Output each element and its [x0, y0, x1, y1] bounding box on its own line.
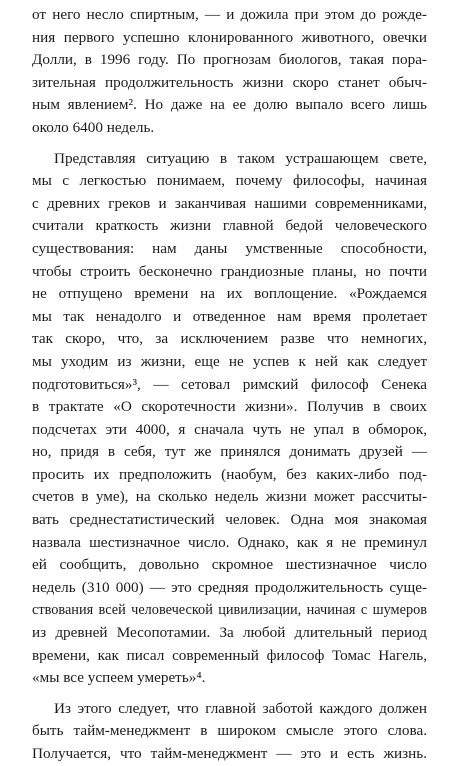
text-line: зительная продолжительность жизни скоро станет обыч-	[32, 73, 427, 91]
text-line: мы с легкостью понимаем, почему философы, начиная	[32, 172, 427, 190]
book-page	[32, 4, 427, 766]
text-line: Представляя ситуацию в таком устрашающем свете,	[54, 149, 427, 167]
text-line: мы уходим из жизни, еще не успев к ней как следует	[32, 352, 427, 370]
text-line: существования: нам даны умственные способности,	[32, 239, 427, 257]
text-line: с древних греков и заканчивая нашими современниками,	[32, 194, 427, 212]
text-line: ей сообщить, довольно скромное шестизначное число	[32, 556, 427, 574]
text-line: времени, как писал современный философ Томас Нагель,	[32, 646, 427, 664]
text-line: просить их предположить (наобум, без каких-либо под-	[32, 465, 427, 483]
text-line: не отпущено времени на их воплощение. «Рождаемся	[32, 285, 427, 303]
text-line: быть тайм-менеджмент в широком смысле этого слова.	[32, 722, 427, 740]
text-line: ния первого успешно клонированного животного, овечки	[32, 28, 427, 46]
text-line: чтобы строить бесконечно грандиозные планы, но почти	[32, 262, 427, 280]
text-line: счетов в уме), на сколько недель жизни может рассчиты-	[32, 488, 427, 506]
text-line: так скоро, что, за исключением разве что немногих,	[32, 330, 427, 348]
paragraph-1	[32, 4, 427, 140]
text-line: ным явлением². Но даже на ее долю выпало всего лишь	[32, 96, 427, 114]
text-line: вать среднестатистический человек. Одна моя знакомая	[32, 511, 427, 529]
paragraph-3	[32, 698, 427, 766]
text-line: «мы все успеем умереть»⁴.	[32, 669, 206, 687]
text-line: считали краткость жизни главной бедой человеческого	[32, 217, 427, 235]
text-line: Из этого следует, что главной заботой каждого должен	[54, 699, 427, 717]
text-line: ствования всей человеческой цивилизации, начиная с шумеров	[32, 602, 427, 619]
text-line: подготовиться»³, — сетовал римский философ Сенека	[32, 375, 427, 393]
text-line: из древней Месопотамии. За любой длительный период	[32, 624, 427, 642]
text-line: в трактате «О скоротечности жизни». Получив в своих	[32, 398, 427, 416]
text-line: подсчетах эти 4000, я сначала чуть не упал в обморок,	[32, 420, 427, 438]
text-line: около 6400 недель.	[32, 118, 155, 136]
paragraph-2	[32, 148, 427, 690]
text-line: Получается, что тайм-менеджмент — это и есть жизнь.	[32, 745, 427, 762]
text-line: назвала шестизначное число. Однако, как я не преминул	[32, 533, 427, 551]
text-line: Долли, в 1996 году. По прогнозам биологов, такая пора-	[32, 51, 427, 69]
text-line: но, придя в себя, тут же принялся донимать друзей —	[32, 443, 427, 461]
text-line: мы так ненадолго и отведенное нам время пролетает	[32, 307, 427, 325]
text-line: недель (310 000) — это средняя продолжительность суще-	[32, 578, 427, 596]
text-line: от него несло спиртным, — и дожила при этом до рожде-	[32, 6, 427, 23]
